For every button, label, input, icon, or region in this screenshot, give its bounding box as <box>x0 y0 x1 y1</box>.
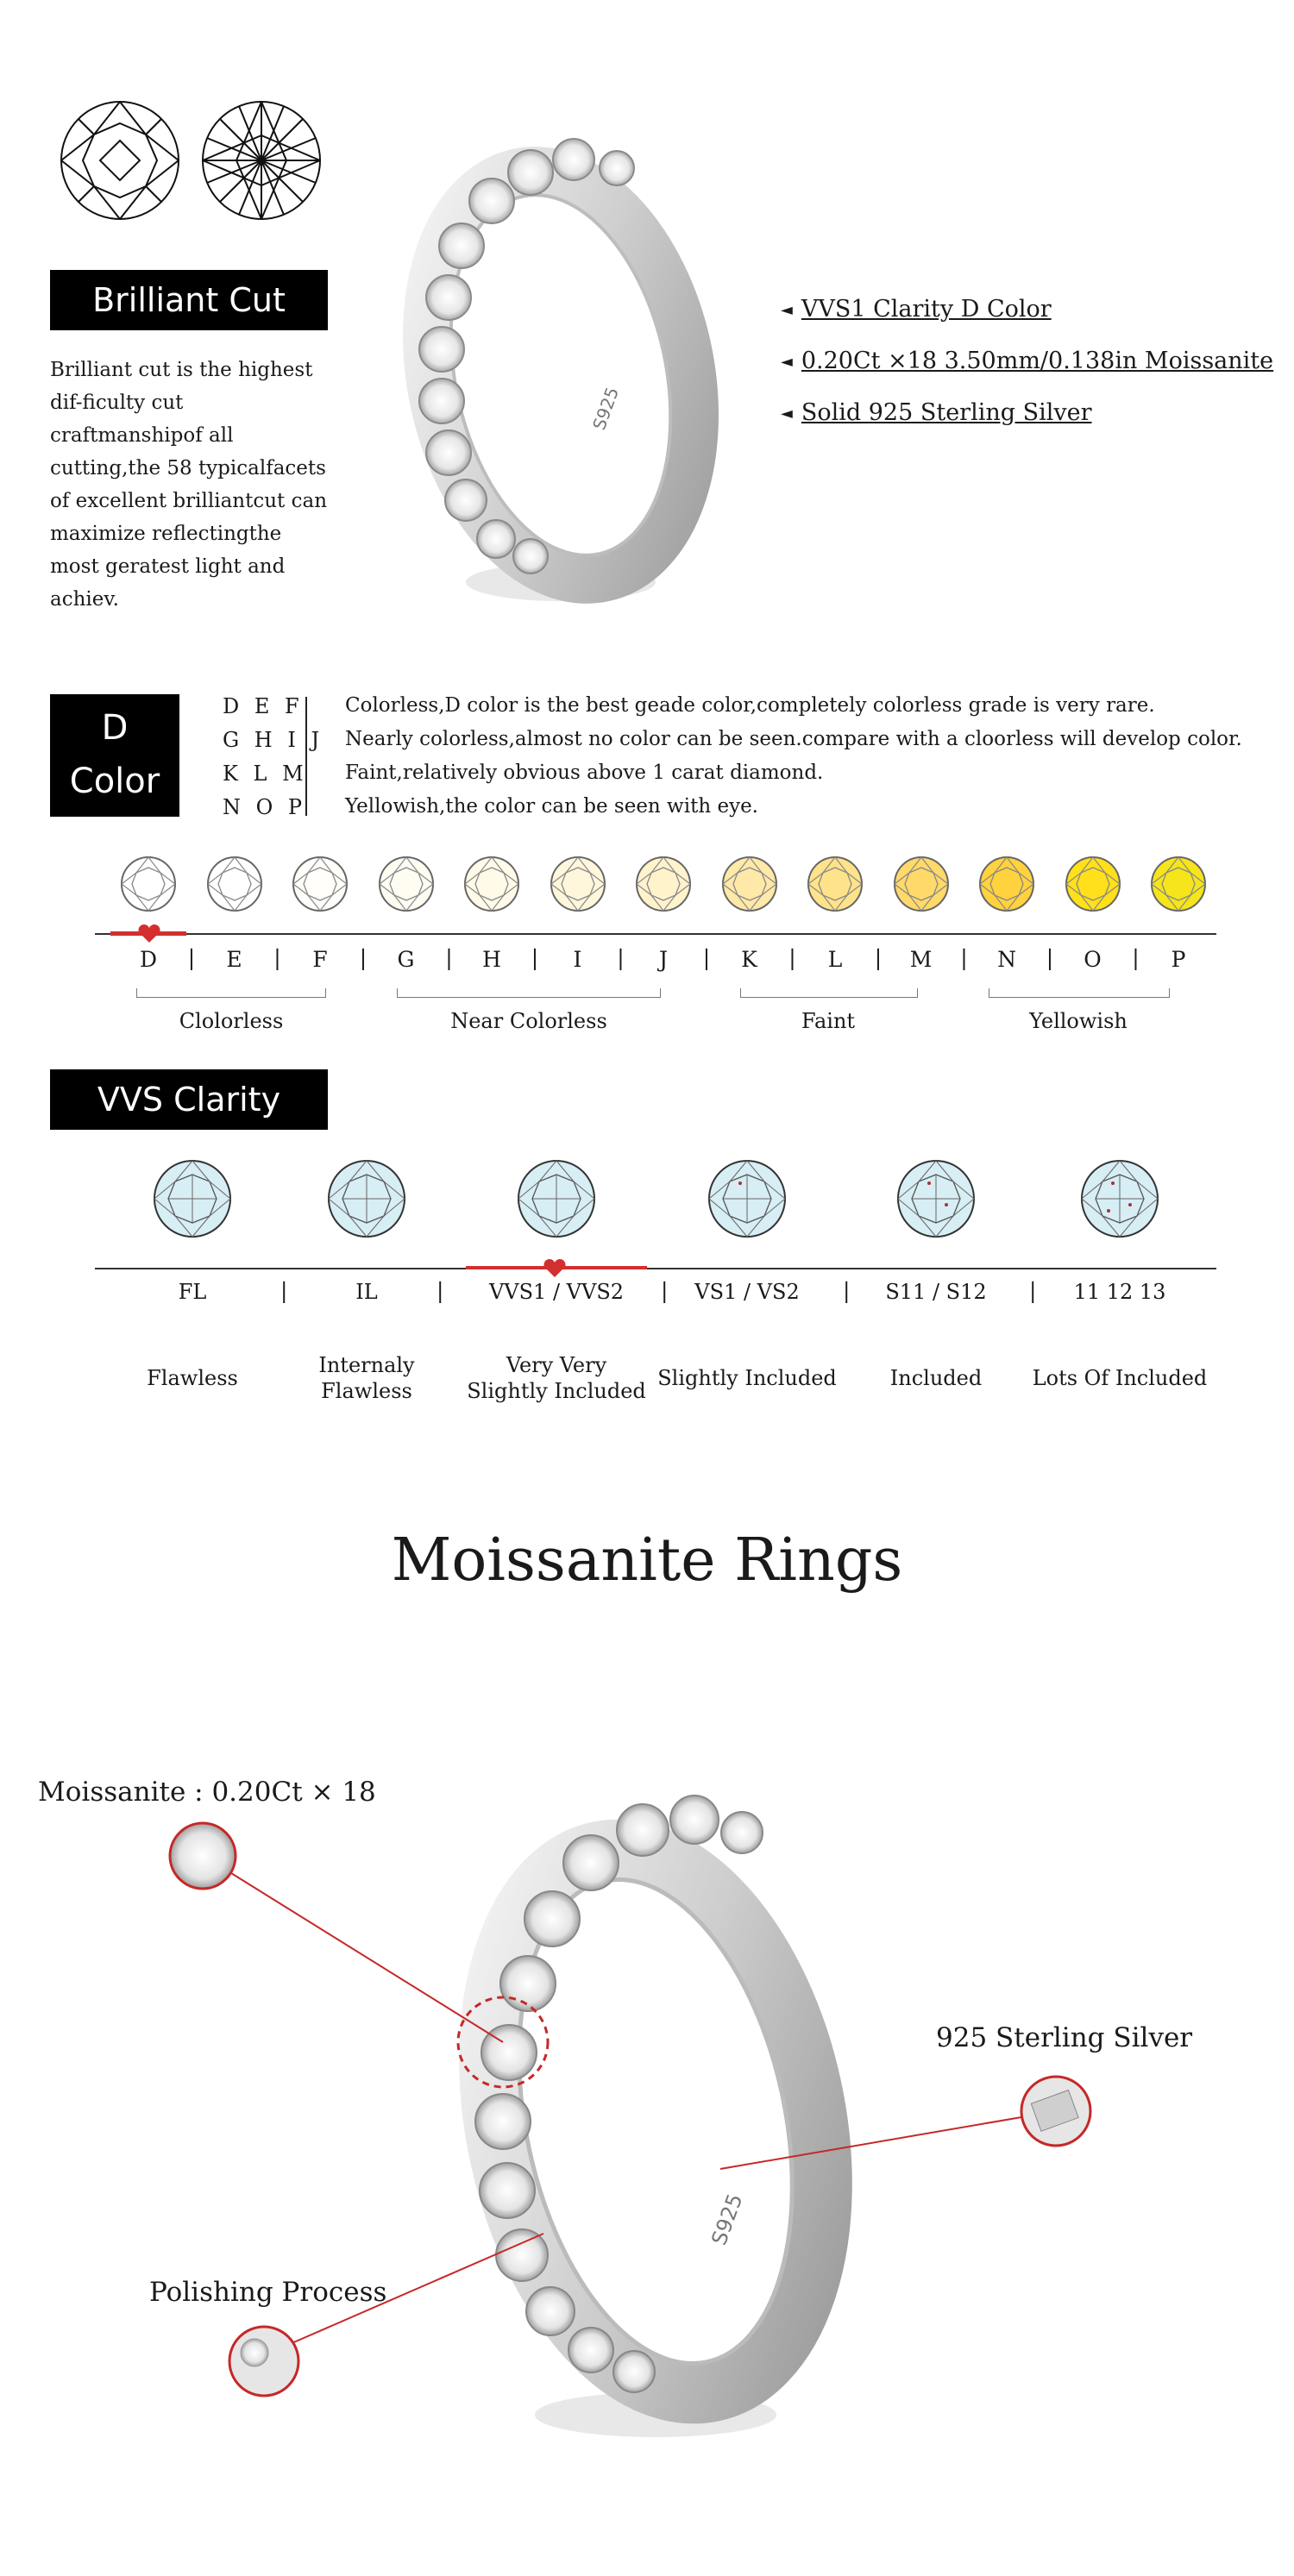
color-grade-letter: D <box>139 947 158 972</box>
clarity-name-line: Included <box>889 1366 983 1390</box>
clarity-gem-icon <box>151 1157 234 1240</box>
clarity-grade-label: 11 12 13 <box>1073 1280 1166 1304</box>
color-scale-separator: | <box>531 945 539 970</box>
color-scale-separator: | <box>273 945 281 970</box>
color-scale-separator: | <box>1132 945 1140 970</box>
color-gem-icon <box>891 854 952 914</box>
group-bracket <box>136 988 326 998</box>
d-color-label-line1: D <box>101 708 129 748</box>
clarity-name-line: Internaly <box>318 1353 415 1377</box>
grade-letters: D E F <box>223 694 304 718</box>
color-scale-separator: | <box>187 945 196 970</box>
color-gem-icon <box>118 854 179 914</box>
group-label-colorless: Clolorless <box>179 1009 284 1033</box>
ring-stamp-annotated: S925 <box>707 2191 748 2249</box>
clarity-gem-icon <box>515 1157 598 1240</box>
color-grade-letter: H <box>482 947 501 972</box>
color-scale-separator: | <box>617 945 625 970</box>
color-gem-row <box>0 854 1294 914</box>
group-bracket <box>989 988 1170 998</box>
diamond-bottom-view-icon <box>200 99 323 222</box>
clarity-scale-separator: | <box>437 1278 444 1303</box>
brilliant-cut-label: Brilliant Cut <box>50 270 328 330</box>
d-color-label-line2: Color <box>69 762 160 801</box>
arrow-left-icon: ◄ <box>781 301 793 319</box>
ring-image-top <box>380 134 742 625</box>
group-label-faint: Faint <box>801 1009 856 1033</box>
color-gem-icon <box>376 854 437 914</box>
clarity-gem-icon <box>706 1157 788 1240</box>
color-grade-letter: E <box>226 947 242 972</box>
color-gem-icon <box>719 854 780 914</box>
clarity-name-line: Slightly Included <box>467 1379 646 1403</box>
feature-text: VVS1 Clarity D Color <box>801 296 1052 323</box>
heart-marker-icon <box>136 924 162 943</box>
clarity-grade-label: VVS1 / VVS2 <box>488 1280 625 1304</box>
ring-stamp-top: S925 <box>588 384 624 433</box>
grade-letters: K L M <box>223 762 308 786</box>
color-scale-line <box>95 933 1216 935</box>
clarity-scale-line <box>95 1268 1216 1269</box>
group-bracket <box>740 988 918 998</box>
color-gem-icon <box>462 854 522 914</box>
clarity-gem-row <box>0 1157 1294 1244</box>
color-scale-separator: | <box>702 945 711 970</box>
grade-description: Yellowish,the color can be seen with eye. <box>345 795 758 818</box>
clarity-scale-separator: | <box>280 1278 288 1303</box>
color-gem-icon <box>633 854 694 914</box>
clarity-grade-name <box>462 1352 651 1404</box>
color-gem-icon <box>1063 854 1123 914</box>
clarity-grade-label: VS1 / VS2 <box>694 1280 800 1304</box>
clarity-grade-label: FL <box>178 1280 207 1304</box>
color-grade-letter: J <box>658 947 669 972</box>
group-label-yellowish: Yellowish <box>1029 1009 1128 1033</box>
color-gem-icon <box>290 854 350 914</box>
color-gem-icon <box>548 854 608 914</box>
color-scale-separator: | <box>359 945 367 970</box>
color-grade-letter: M <box>909 947 933 972</box>
heart-marker-icon <box>542 1259 568 1278</box>
vvs-clarity-label: VVS Clarity <box>50 1069 328 1130</box>
annotation-sterling-silver: 925 Sterling Silver <box>936 2022 1193 2053</box>
color-gem-icon <box>204 854 265 914</box>
clarity-name-line: Very Very <box>506 1353 607 1377</box>
color-scale-separator: | <box>960 945 968 970</box>
grade-description: Faint,relatively obvious above 1 carat diamond. <box>345 762 824 784</box>
color-gem-icon <box>1148 854 1209 914</box>
clarity-scale-separator: | <box>661 1278 669 1303</box>
group-bracket <box>397 988 661 998</box>
color-gem-icon <box>977 854 1037 914</box>
clarity-name-line: Flawless <box>147 1366 238 1390</box>
d-color-label <box>50 694 179 817</box>
arrow-left-icon: ◄ <box>781 353 793 371</box>
color-scale-separator: | <box>874 945 883 970</box>
clarity-scale-separator: | <box>1029 1278 1037 1303</box>
clarity-scale-separator: | <box>843 1278 851 1303</box>
feature-item <box>781 348 1273 374</box>
clarity-grade-label: IL <box>355 1280 378 1304</box>
color-scale-separator: | <box>445 945 453 970</box>
grade-letters: G H I J <box>223 728 324 752</box>
color-grade-letter: N <box>997 947 1016 972</box>
group-label-near-colorless: Near Colorless <box>450 1009 607 1033</box>
ring-image-annotated <box>0 1777 1294 2466</box>
diamond-top-view-icon <box>59 99 181 222</box>
clarity-grade-name <box>841 1365 1031 1391</box>
color-grade-letter: F <box>312 947 328 972</box>
clarity-gem-icon <box>325 1157 408 1240</box>
clarity-gem-icon <box>895 1157 977 1240</box>
grade-description: Nearly colorless,almost no color can be seen.compare with a cloorless will develop color. <box>345 728 1242 750</box>
grade-letters: N O P <box>223 795 307 819</box>
feature-text: Solid 925 Sterling Silver <box>801 399 1092 426</box>
grade-description: Colorless,D color is the best geade color,completely colorless grade is very rare. <box>345 694 1155 717</box>
annotation-moissanite: Moissanite : 0.20Ct × 18 <box>38 1777 376 1808</box>
color-gem-icon <box>805 854 865 914</box>
clarity-gem-icon <box>1078 1157 1161 1240</box>
color-scale-separator: | <box>1046 945 1054 970</box>
arrow-left-icon: ◄ <box>781 404 793 423</box>
clarity-name-line: Flawless <box>321 1379 412 1403</box>
brilliant-cut-description: Brilliant cut is the highest dif-ficulty cut craftmanshipof all cutting,the 58 typicalfacets of excellent brilliantcut can maximize reflectingthe most geratest light and achiev. <box>50 359 328 611</box>
color-grade-letter: I <box>573 947 582 972</box>
color-grade-letter: P <box>1171 947 1186 972</box>
feature-item <box>781 296 1052 323</box>
clarity-grade-name <box>1025 1365 1215 1391</box>
clarity-name-line: Lots Of Included <box>1032 1366 1208 1390</box>
clarity-grade-label: S11 / S12 <box>885 1280 987 1304</box>
color-grade-letter: O <box>1084 947 1102 972</box>
color-grade-letter: L <box>827 947 843 972</box>
feature-text: 0.20Ct ×18 3.50mm/0.138in Moissanite <box>801 348 1274 374</box>
annotation-polishing: Polishing Process <box>149 2277 387 2308</box>
section-title: Moissanite Rings <box>391 1526 903 1595</box>
clarity-name-line: Slightly Included <box>657 1366 837 1390</box>
color-scale-separator: | <box>788 945 796 970</box>
color-grade-letter: G <box>397 947 415 972</box>
feature-item <box>781 399 1092 426</box>
clarity-grade-name <box>97 1365 287 1391</box>
clarity-grade-name <box>652 1365 842 1391</box>
color-grade-letter: K <box>741 947 757 972</box>
clarity-grade-name <box>272 1352 462 1404</box>
